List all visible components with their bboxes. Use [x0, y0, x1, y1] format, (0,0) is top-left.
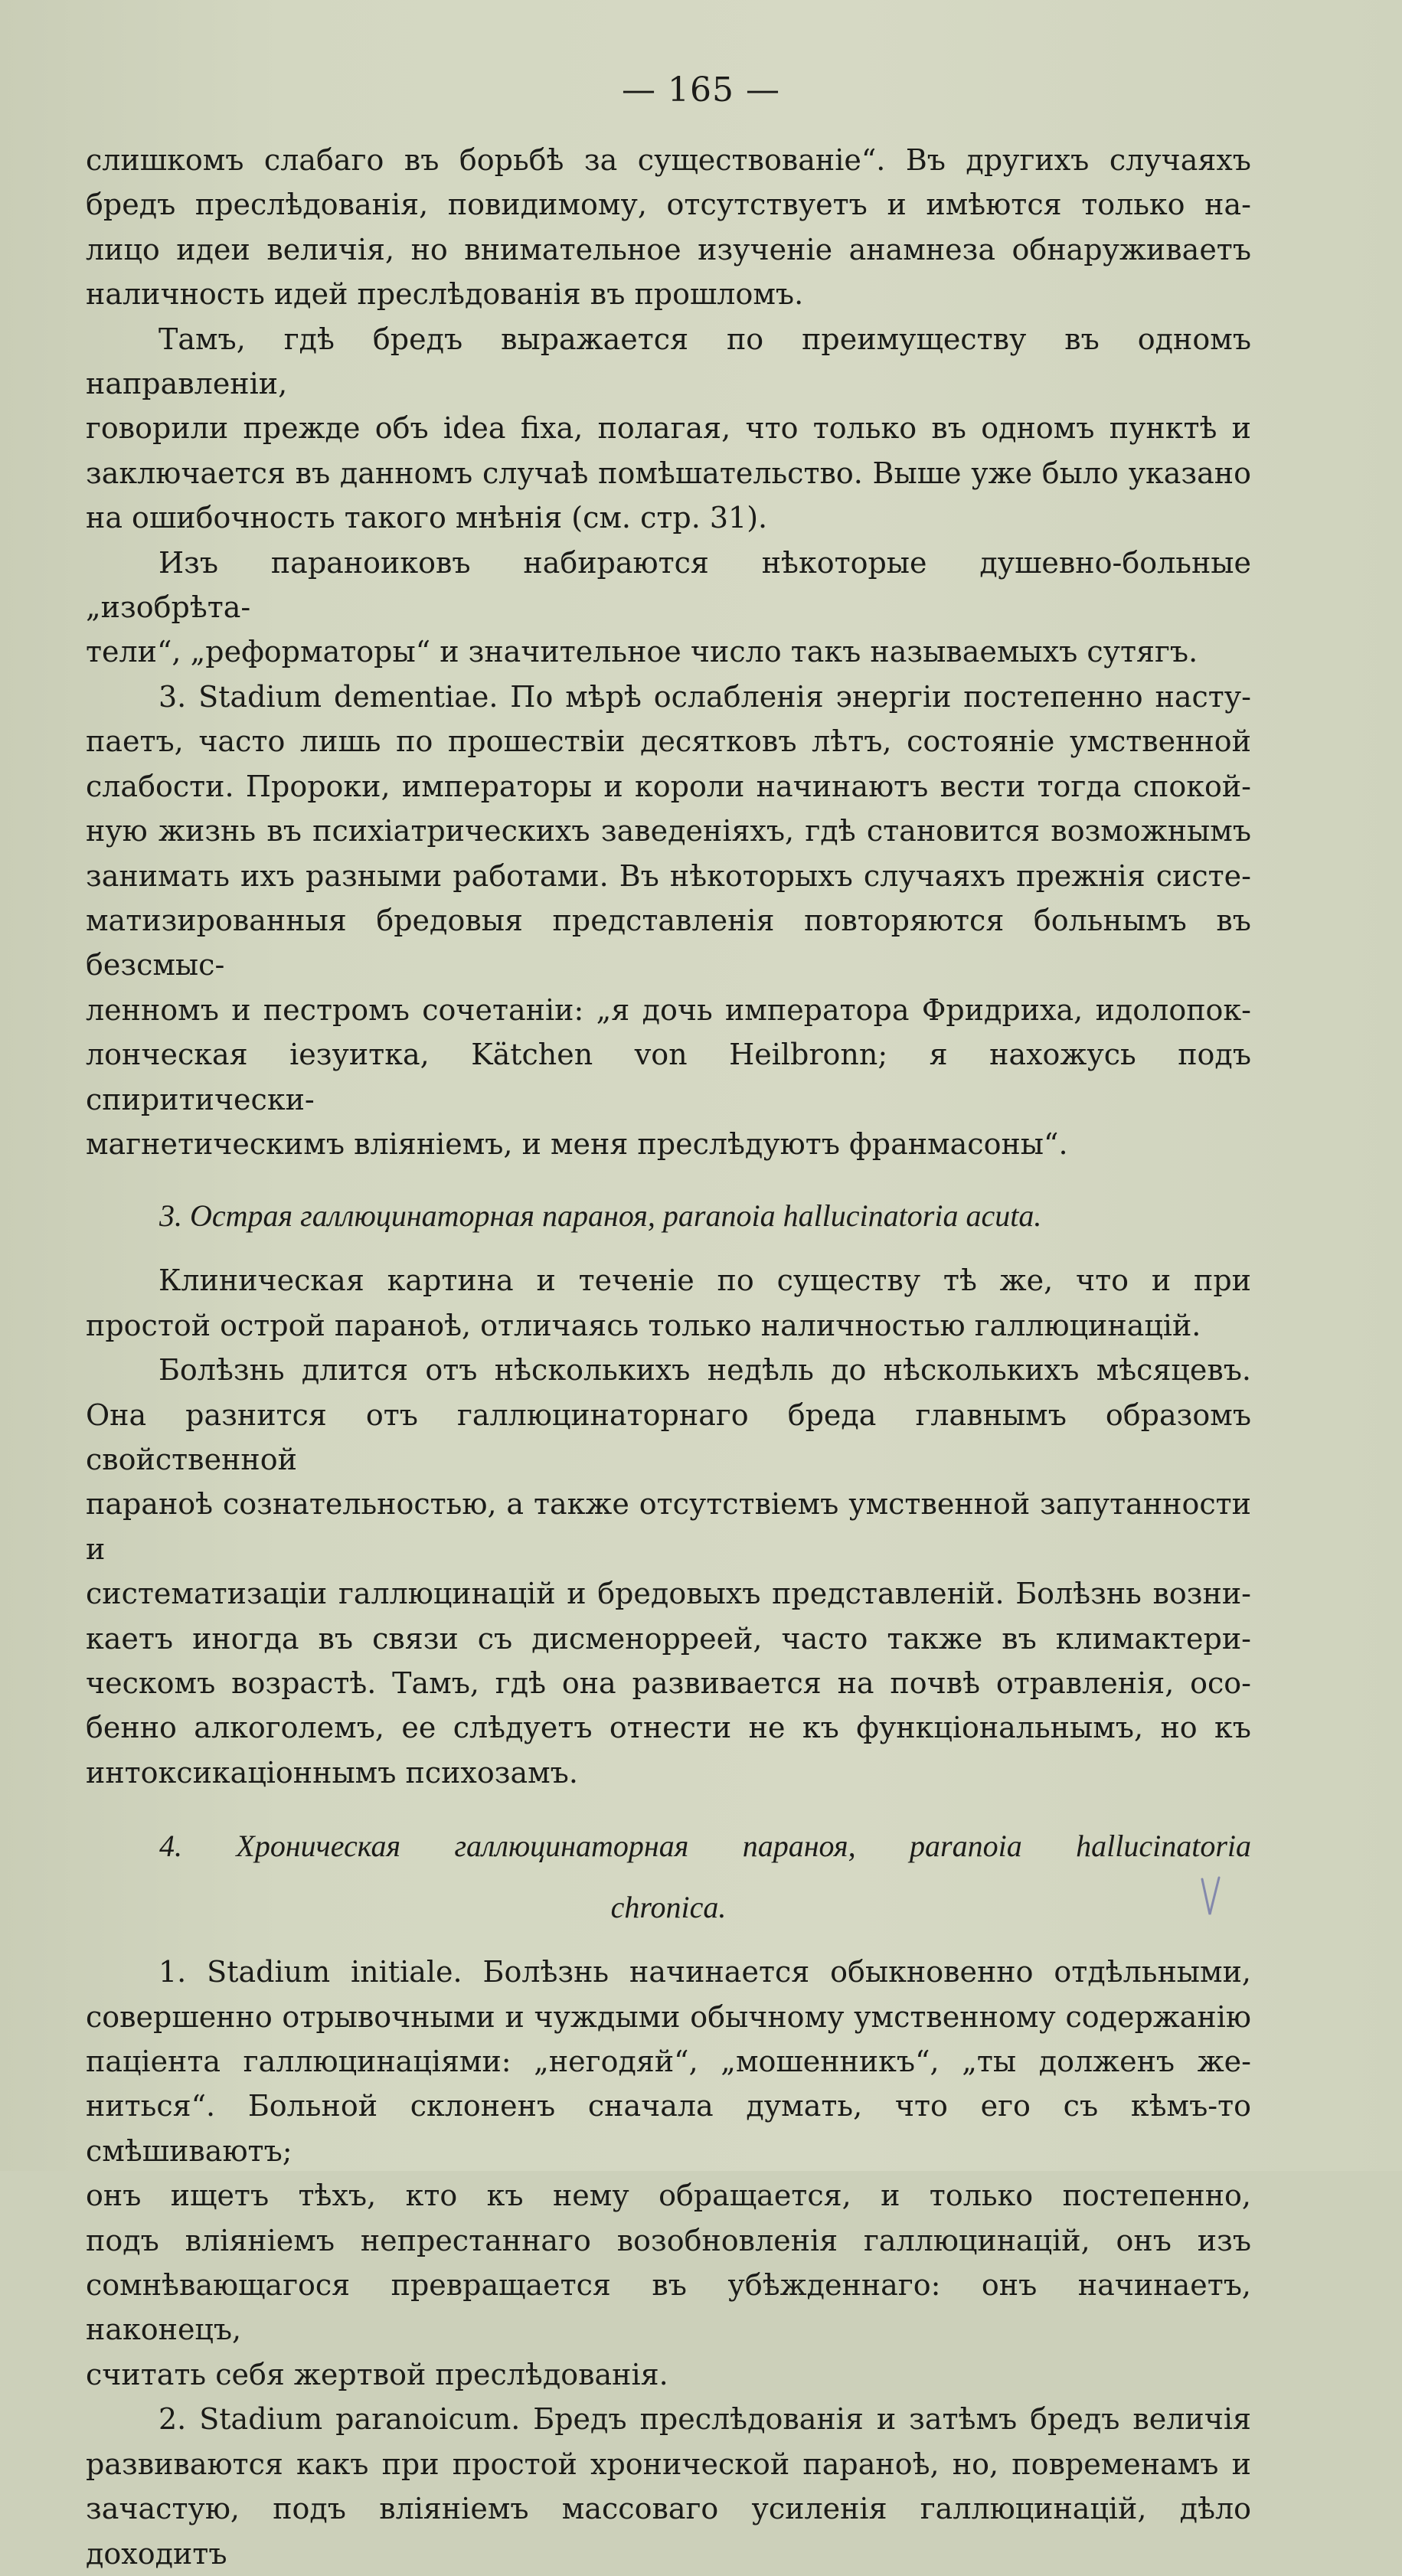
text-line: Она разнится отъ галлюцинаторнаго бреда главнымъ образомъ свойственной: [86, 1398, 1251, 1476]
text-line: лицо идеи величія, но внимательное изученіе анамнеза обнаруживаетъ: [86, 232, 1251, 266]
text-line: ную жизнь въ психіатрическихъ заведеніяхъ, гдѣ становится возможнымъ: [86, 814, 1251, 848]
text-line: слишкомъ слабаго въ борьбѣ за существованіе“. Въ другихъ случаяхъ: [86, 143, 1251, 177]
text-line: тели“, „реформаторы“ и значительное число такъ называемыхъ сутягъ.: [86, 635, 1198, 669]
text-line: Болѣзнь длится отъ нѣсколькихъ недѣль до нѣсколькихъ мѣсяцевъ.: [159, 1353, 1251, 1388]
text-line: наличность идей преслѣдованія въ прошломъ.: [86, 277, 804, 312]
text-line: совершенно отрывочными и чуждыми обычному умственному содержанію: [86, 1999, 1251, 2034]
text-line: интоксикаціоннымъ психозамъ.: [86, 1755, 578, 1790]
text-line: говорили прежде объ idea fixa, полагая, что только въ одномъ пунктѣ и: [86, 411, 1251, 446]
text-line: развиваются какъ при простой хронической паранoѣ, но, повременамъ и: [86, 2447, 1251, 2481]
body-text: [86, 138, 1251, 2576]
text-line: 1. Stadium initiale. Болѣзнь начинается обыкновенно отдѣльными,: [159, 1955, 1251, 1989]
text-line: занимать ихъ разными работами. Въ нѣкоторыхъ случаяхъ прежнія систе-: [86, 858, 1251, 893]
text-line: паетъ, часто лишь по прошествіи десятковъ лѣтъ, состояніе умственной: [86, 724, 1251, 759]
text-line: ниться“. Больной склоненъ сначала думать, что его съ кѣмъ-то смѣшиваютъ;: [86, 2089, 1251, 2168]
text-line: ческомъ возрастѣ. Тамъ, гдѣ она развивается на почвѣ отравленія, осо-: [86, 1666, 1251, 1700]
text-line: сомнѣвающагося превращается въ убѣжденнаго: онъ начинаетъ, наконецъ,: [86, 2268, 1251, 2347]
text-line: зачастую, подъ вліяніемъ массоваго усиленія галлюцинацій, дѣло доходитъ: [86, 2492, 1251, 2571]
text-line: 3. Stadium dementiae. По мѣрѣ ослабленія энергіи постепенно насту-: [159, 679, 1251, 714]
text-line: Изъ параноиковъ набираются нѣкоторые душевно-больные „изобрѣта-: [86, 545, 1251, 625]
text-line: онъ ищетъ тѣхъ, кто къ нему обращается, и только постепенно,: [86, 2179, 1251, 2213]
section-4-paragraphs: [86, 1950, 1251, 2576]
text-line: Клиническая картина и теченіе по существу тѣ же, что и при: [159, 1263, 1251, 1298]
text-line: на ошибочность такого мнѣнія (см. стр. 31).: [86, 501, 768, 535]
text-line: слабости. Пророки, императоры и короли начинаютъ вести тогда спокой-: [86, 769, 1251, 803]
text-line: матизированныя бредовыя представленія повторяются больнымъ въ безсмыс-: [86, 903, 1251, 982]
text-line: Тамъ, гдѣ бредъ выражается по преимуществу въ одномъ направленіи,: [86, 322, 1251, 401]
text-line: простой острой паранoѣ, отличаясь только наличностью галлюцинацій.: [86, 1308, 1201, 1342]
text-line: паціента галлюцинаціями: „негодяй“, „мошенникъ“, „ты долженъ же-: [86, 2045, 1251, 2079]
text-line: считать себя жертвой преслѣдованія.: [86, 2357, 668, 2391]
section-3-heading: 3. Острая галлюцинаторная параноя, paranoia hallucinatoria acuta.: [159, 1198, 1042, 1234]
text-line: каетъ иногда въ связи съ дисменорреей, часто также въ климактери-: [86, 1621, 1251, 1656]
text-line: лонческая іезуитка, Kätchen von Heilbronn; я нахожусь подъ спиритически-: [86, 1038, 1251, 1116]
text-line: заключается въ данномъ случаѣ помѣшательство. Выше уже было указано: [86, 456, 1251, 490]
page-number: — 165 —: [622, 70, 780, 110]
text-line: бредъ преслѣдованія, повидимому, отсутствуетъ и имѣются только на-: [86, 188, 1251, 222]
text-line: 2. Stadium paranoicum. Бредъ преслѣдованія и затѣмъ бредъ величія: [159, 2402, 1251, 2437]
section-4-heading-line1: 4. Хроническая галлюцинаторная параноя, paranoia hallucinatoria: [159, 1829, 1251, 1864]
section-4-heading-line2: chronica.: [610, 1890, 727, 1925]
pencil-check-mark-icon: [1199, 1875, 1222, 1928]
text-line: систематизаціи галлюцинацій и бредовыхъ представленій. Болѣзнь возни-: [86, 1577, 1251, 1611]
text-line: магнетическимъ вліяніемъ, и меня преслѣдуютъ франмасоны“.: [86, 1126, 1068, 1161]
text-line: бенно алкоголемъ, ее слѣдуетъ отнести не къ функціональнымъ, но къ: [86, 1711, 1251, 1745]
text-line: паранoѣ сознательностью, а также отсутствіемъ умственной запутанности и: [86, 1487, 1251, 1566]
section-3-paragraphs: [86, 1258, 1251, 1795]
paragraphs-top: [86, 138, 1251, 1166]
text-line: ленномъ и пестромъ сочетаніи: „я дочь императора Фридриха, идолопок-: [86, 992, 1251, 1027]
text-line: подъ вліяніемъ непрестаннаго возобновленія галлюцинацій, онъ изъ: [86, 2223, 1251, 2257]
